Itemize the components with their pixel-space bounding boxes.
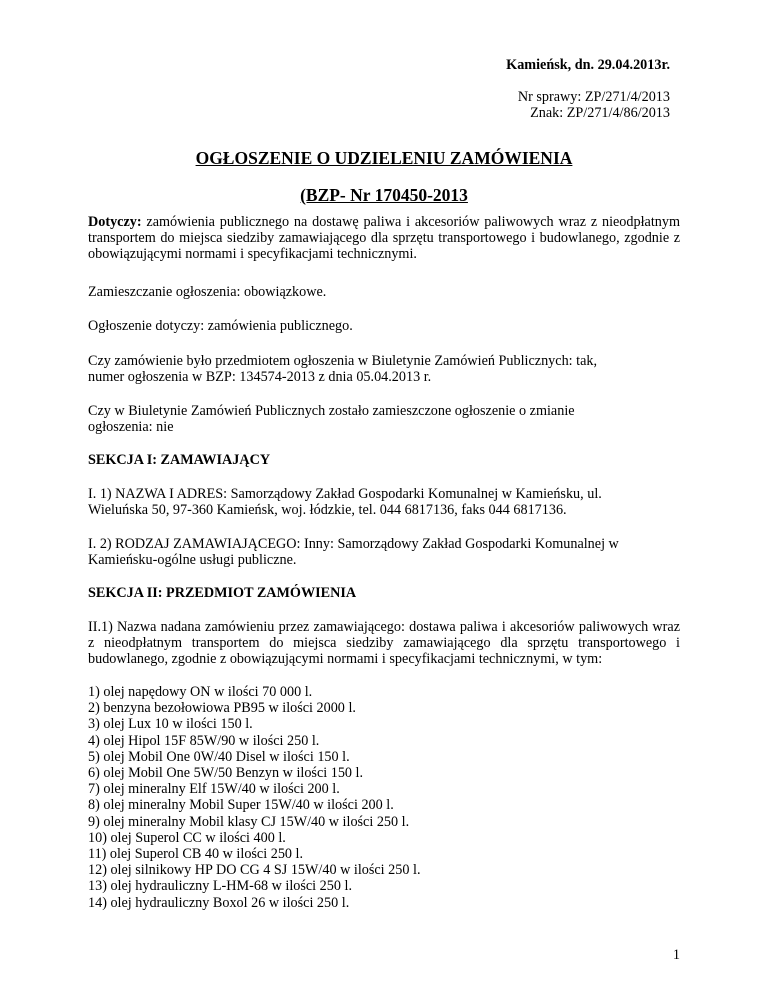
list-item: 11) olej Superol CB 40 w ilości 250 l. [88, 846, 304, 863]
list-item: 2) benzyna bezołowiowa PB95 w ilości 2000 l. [88, 700, 356, 717]
publication-mode: Zamieszczanie ogłoszenia: obowiązkowe. [88, 284, 327, 300]
document-title: OGŁOSZENIE O UDZIELENIU ZAMÓWIENIA [195, 148, 573, 168]
section-1-name-address-line-2: Wieluńska 50, 97-360 Kamieńsk, woj. łódzkie, tel. 044 6817136, faks 044 6817136. [88, 502, 567, 519]
list-item: 14) olej hydrauliczny Boxol 26 w ilości 250 l. [88, 894, 350, 911]
list-item: 1) olej napędowy ON w ilości 70 000 l. [88, 684, 313, 700]
section-1-heading: SEKCJA I: ZAMAWIAJĄCY [88, 452, 271, 468]
section-1-type [88, 536, 680, 568]
list-item: 13) olej hydrauliczny L-HM-68 w ilości 250 l. [88, 878, 352, 895]
case-number: Nr sprawy: ZP/271/4/2013 [517, 89, 670, 105]
list-item: 6) olej Mobil One 5W/50 Benzyn w ilości 150 l. [88, 765, 364, 782]
intro-label: Dotyczy: [88, 214, 142, 230]
list-item: 5) olej Mobil One 0W/40 Disel w ilości 150 l. [88, 748, 350, 765]
section-2-intro: II.1) Nazwa nadana zamówieniu przez zamawiającego: dostawa paliwa i akcesoriów paliwowych wraz z nieodpłatnym transportem do miejsca siedziby zamawiającego dla sprzętu transportowego i budowlanego, zgodnie z obowiązującymi normami i specyfikacjami technicznymi, w tym: [88, 619, 680, 668]
page-number: 1 [672, 947, 680, 963]
section-2-heading: SEKCJA II: PRZEDMIOT ZAMÓWIENIA [88, 585, 357, 601]
list-item: 8) olej mineralny Mobil Super 15W/40 w ilości 200 l. [88, 797, 394, 814]
place-date: Kamieńsk, dn. 29.04.2013r. [506, 57, 670, 73]
section-1-type-line-2: Kamieńsku-ogólne usługi publiczne. [88, 552, 297, 569]
bzp-publication-number: numer ogłoszenia w BZP: 134574-2013 z dnia 05.04.2013 r. [88, 369, 432, 386]
case-reference [518, 89, 670, 121]
order-items-list [88, 684, 680, 911]
list-item: 12) olej silnikowy HP DO CG 4 SJ 15W/40 w ilości 250 l. [88, 862, 421, 879]
bzp-change-notice [88, 403, 680, 435]
list-item: 7) olej mineralny Elf 15W/40 w ilości 200 l. [88, 781, 340, 798]
list-item: 3) olej Lux 10 w ilości 150 l. [88, 716, 253, 733]
section-1-name-address-line-1: I. 1) NAZWA I ADRES: Samorządowy Zakład Gospodarki Komunalnej w Kamieńsku, ul. [88, 486, 602, 502]
sign-number: Znak: ZP/271/4/86/2013 [530, 105, 670, 122]
bzp-change-question: Czy w Biuletynie Zamówień Publicznych zostało zamieszczone ogłoszenie o zmianie [88, 403, 575, 419]
list-item: 9) olej mineralny Mobil klasy CJ 15W/40 w ilości 250 l. [88, 813, 410, 830]
bzp-publication-question: Czy zamówienie było przedmiotem ogłoszenia w Biuletynie Zamówień Publicznych: tak, [88, 353, 598, 369]
notice-scope: Ogłoszenie dotyczy: zamówienia publicznego. [88, 318, 353, 334]
list-item: 10) olej Superol CC w ilości 400 l. [88, 829, 286, 846]
bzp-change-answer: ogłoszenia: nie [88, 419, 174, 436]
bzp-publication [88, 353, 680, 385]
section-1-type-line-1: I. 2) RODZAJ ZAMAWIAJĄCEGO: Inny: Samorządowy Zakład Gospodarki Komunalnej w [88, 536, 619, 552]
list-item: 4) olej Hipol 15F 85W/90 w ilości 250 l. [88, 732, 320, 749]
section-1-name-address [88, 486, 680, 518]
bzp-number: (BZP- Nr 170450-2013 [300, 185, 468, 205]
intro-paragraph [88, 214, 680, 263]
intro-text: zamówienia publicznego na dostawę paliwa i akcesoriów paliwowych wraz z nieodpłatnym transportem do miejsca siedziby zamawiającego dla sprzętu transportowego i budowlanego, zgodnie z obowiązującymi normami i specyfikacjami technicznymi. [88, 214, 680, 263]
